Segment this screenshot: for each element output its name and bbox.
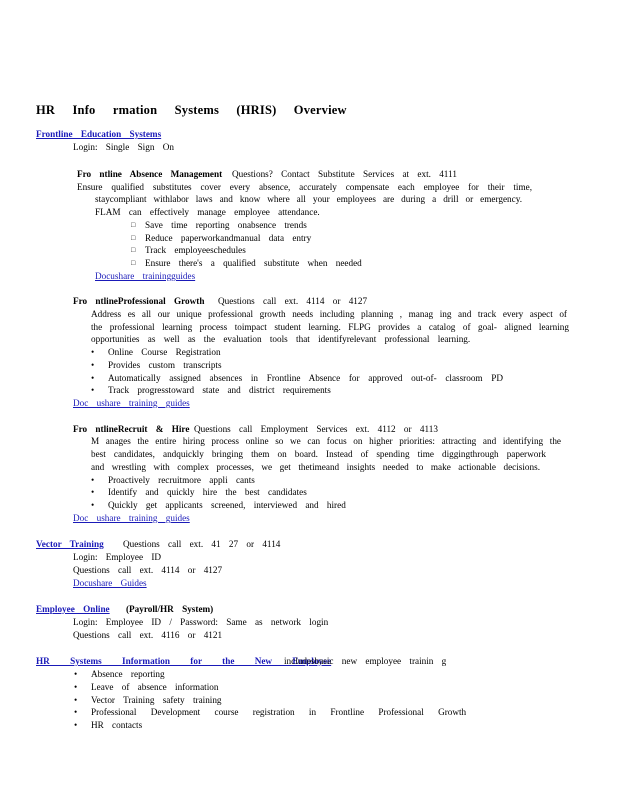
vector-questions: Questions call ext. 4114 or 4127 <box>73 565 223 575</box>
professional-desc-line: the professional learning process toimpact student learning. FLPG provides a catalog of goal- aligned learning <box>91 322 569 332</box>
professional-list-item: • Automatically assigned absences in Frontline Absence for approved out-of- classroom PD <box>108 372 503 384</box>
recruit-list-item: • Proactively recruitmore appli cants <box>108 474 255 486</box>
professional-name: Fro ntlineProfessional Growth <box>73 296 205 306</box>
absence-name: Fro ntline Absence Management <box>77 169 223 179</box>
absence-list-item: □ Ensure there's a qualified substitute when needed <box>145 257 362 269</box>
professional-desc-line: opportunities as well as the evaluation tools that identifyrelevant professional learning. <box>91 334 471 344</box>
vector-guides-link[interactable]: Docushare Guides <box>73 578 147 588</box>
absence-list-item: □ Reduce paperworkandmanual data entry <box>145 232 311 244</box>
recruit-name: Fro ntlineRecruit & Hire <box>73 424 190 434</box>
vector-login: Login: Employee ID <box>73 552 162 562</box>
absence-desc-line: Ensure qualified substitutes cover every absence, accurately compensate each employee for their time, <box>77 182 532 192</box>
new-employee-list-item: • Vector Training safety training <box>91 694 222 706</box>
absence-guides-link[interactable]: Docushare trainingguides <box>95 271 196 281</box>
recruit-contact: Questions call Employment Services ext. 4112 or 4113 <box>194 424 438 434</box>
employee-online-login: Login: Employee ID / Password: Same as network login <box>73 617 329 627</box>
recruit-list-item: • Identify and quickly hire the best candidates <box>108 486 307 498</box>
hris-new-employee-suffix: includesbasic new employee trainin g <box>284 656 447 666</box>
new-employee-list-item: • HR contacts <box>91 719 142 731</box>
employee-online-suffix: (Payroll/HR System) <box>126 604 214 614</box>
recruit-guides-link[interactable]: Doc ushare training guides <box>73 513 190 523</box>
professional-contact: Questions call ext. 4114 or 4127 <box>218 296 368 306</box>
professional-list-item: • Provides custom transcripts <box>108 359 222 371</box>
recruit-desc-line: M anages the entire hiring process online so we can focus on higher priorities: attracting and identifying the <box>91 436 561 446</box>
hris-new-employee-link[interactable]: HR Systems Information for the New Employee <box>36 656 332 666</box>
new-employee-list-item: • Leave of absence information <box>91 681 218 693</box>
absence-desc-line: staycompliant withlabor laws and know where all your employees are during a drill or emergency. <box>95 194 522 204</box>
absence-desc-line: FLAM can effectively manage employee attendance. <box>95 207 320 217</box>
professional-guides-link[interactable]: Doc ushare training guides <box>73 398 190 408</box>
professional-desc-line: Address es all our unique professional growth needs including planning , manag ing and track every aspect of <box>91 309 567 319</box>
vector-training-link[interactable]: Vector Training <box>36 539 104 549</box>
recruit-list-item: • Quickly get applicants screened, interviewed and hired <box>108 499 346 511</box>
professional-list-item: • Online Course Registration <box>108 346 221 358</box>
frontline-login: Login: Single Sign On <box>73 142 174 152</box>
absence-contact: Questions? Contact Substitute Services at ext. 4111 <box>232 169 457 179</box>
new-employee-list-item: • Absence reporting <box>91 668 165 680</box>
vector-contact: Questions call ext. 41 27 or 4114 <box>123 539 281 549</box>
frontline-heading-link[interactable]: Frontline Education Systems <box>36 129 162 139</box>
new-employee-list-item: • Professional Development course registration in Frontline Professional Growth <box>91 706 466 718</box>
page-title: HR Info rmation Systems (HRIS) Overview <box>36 103 347 117</box>
absence-list-item: □ Save time reporting onabsence trends <box>145 219 307 231</box>
recruit-desc-line: best candidates, andquickly bringing them on board. Instead of spending time diggingthrough paperwork <box>91 449 546 459</box>
absence-list-item: □ Track employeeschedules <box>145 244 246 256</box>
employee-online-link[interactable]: Employee Online <box>36 604 110 614</box>
employee-online-questions: Questions call ext. 4116 or 4121 <box>73 630 223 640</box>
recruit-desc-line: and wrestling with complex processes, we get thetimeand insights needed to make actionable decisions. <box>91 462 540 472</box>
professional-list-item: • Track progresstoward state and district requirements <box>108 384 331 396</box>
